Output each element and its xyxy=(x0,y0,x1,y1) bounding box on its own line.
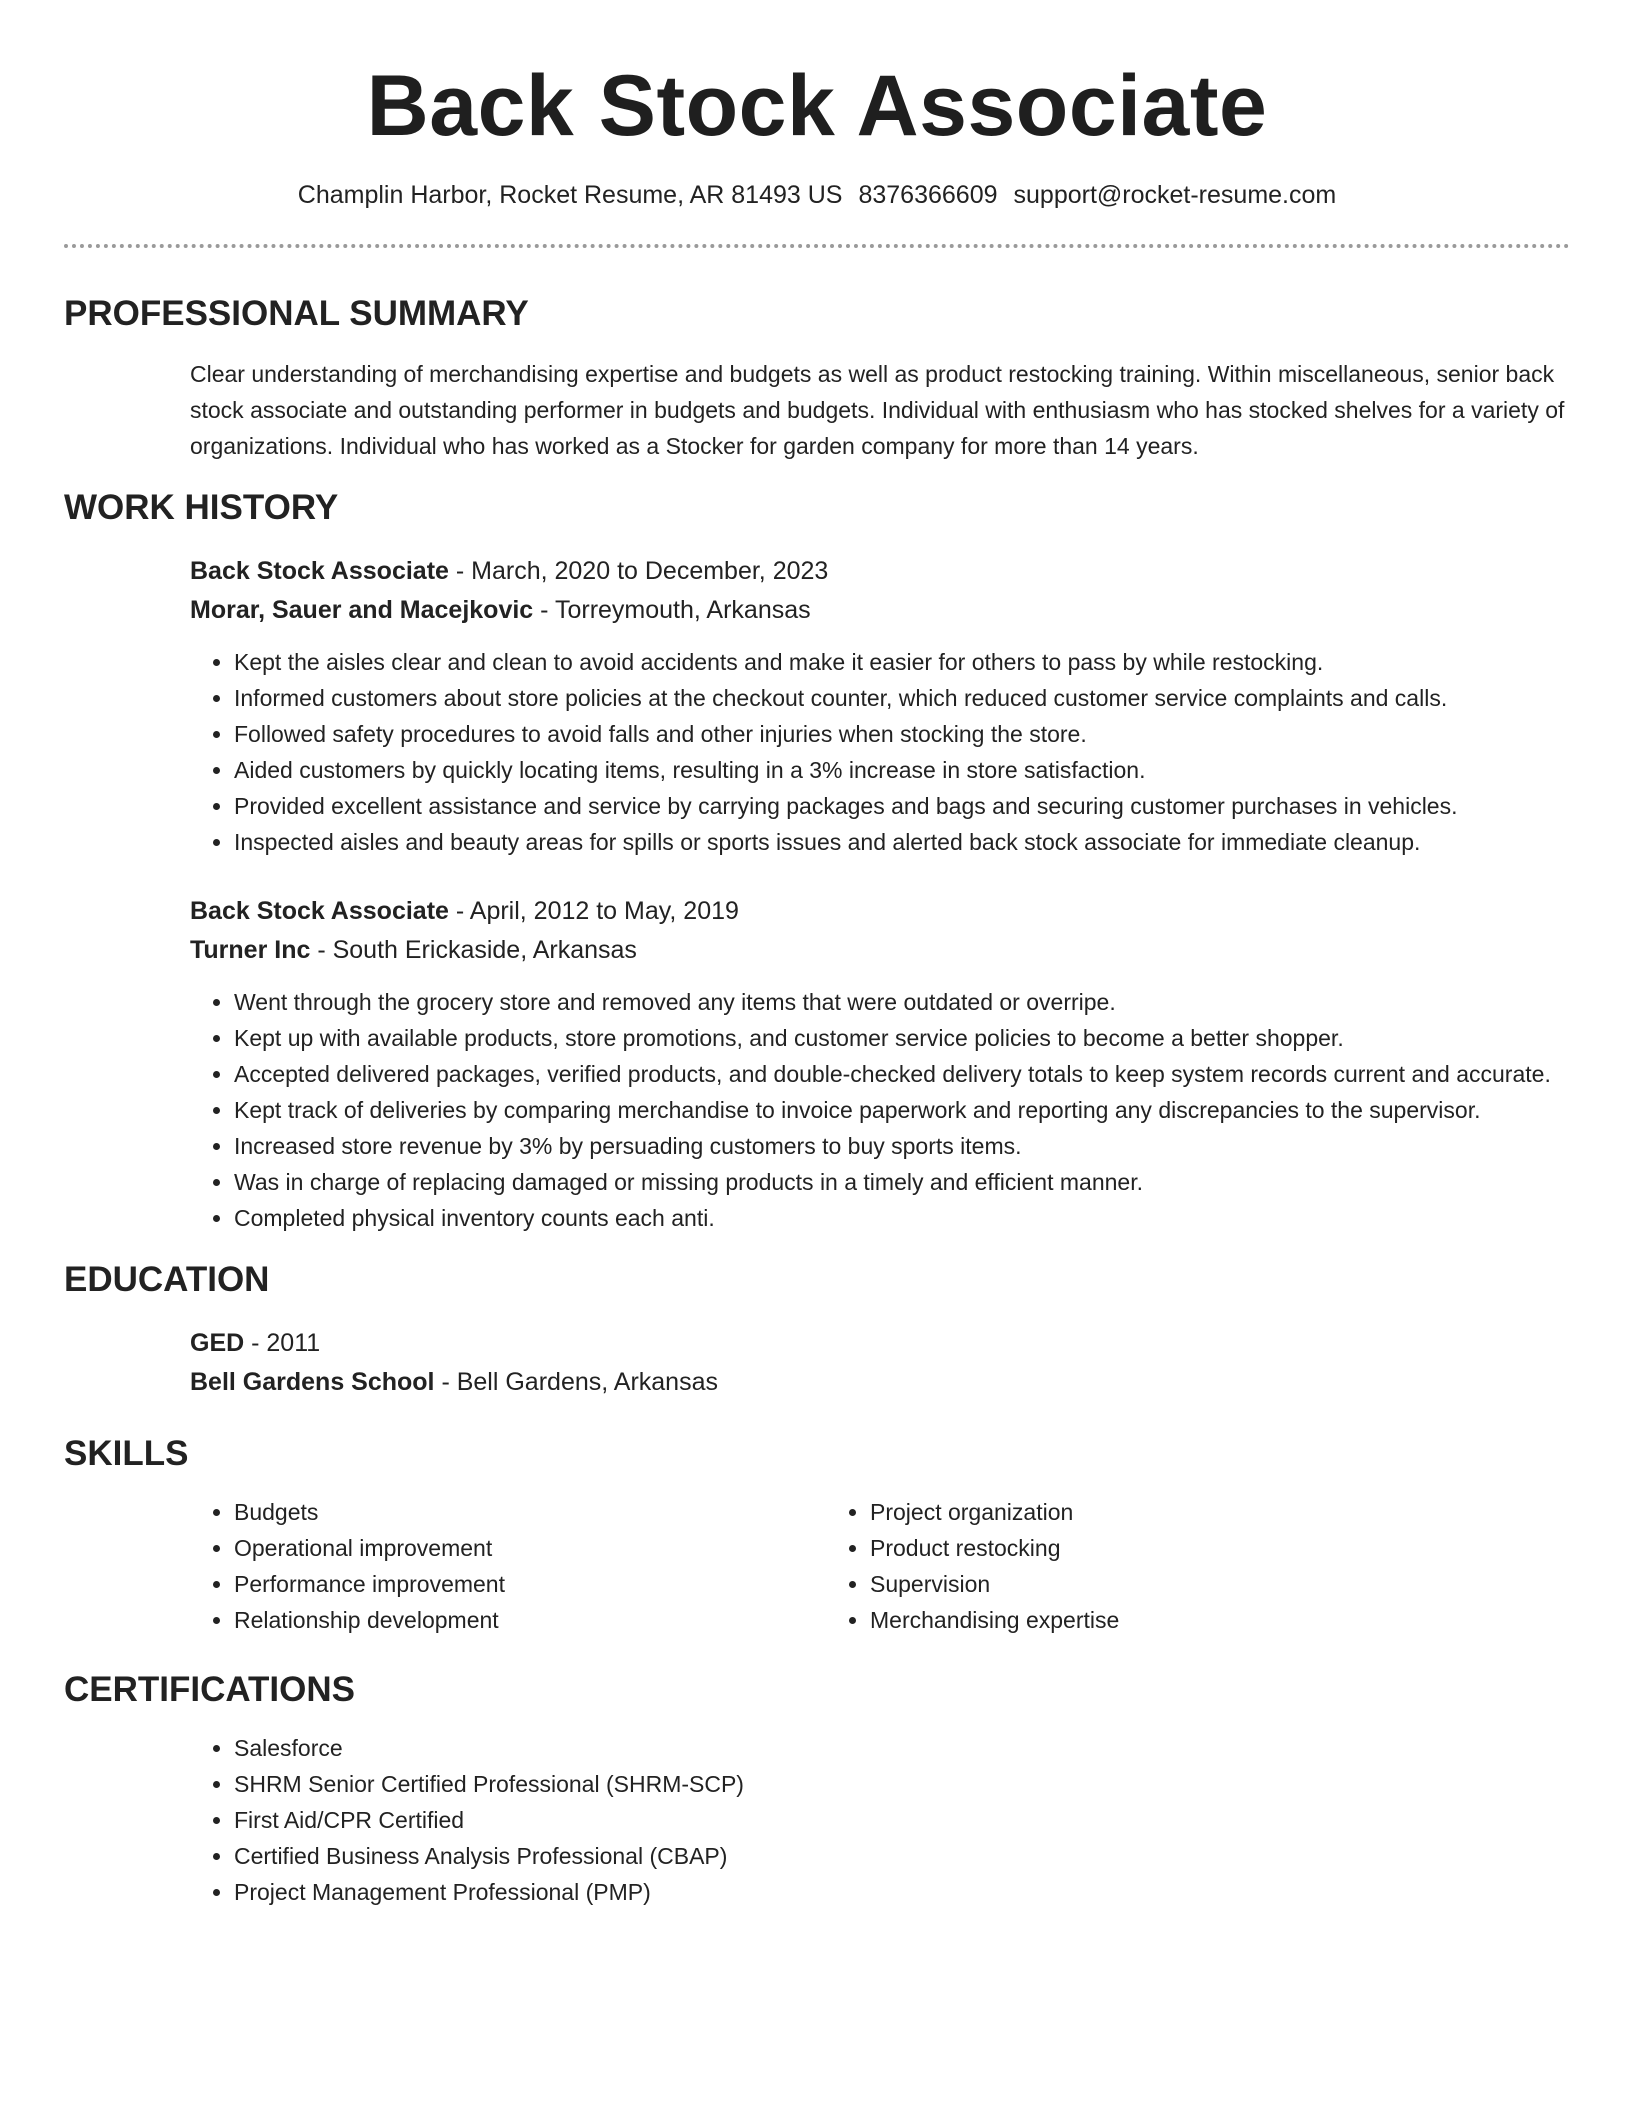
job-duty: • Increased store revenue by 3% by persuading customers to buy sports items. xyxy=(234,1128,1570,1164)
candidate-name: Back Stock Associate xyxy=(366,58,1268,154)
job-duty: • Followed safety procedures to avoid falls and other injuries when stocking the store. xyxy=(234,716,1570,752)
job-duty: • Accepted delivered packages, verified products, and double-checked delivery totals to keep system records current and accurate. xyxy=(234,1056,1570,1092)
skill-item: • Supervision xyxy=(870,1566,1462,1602)
job-duty: • Kept the aisles clear and clean to avoid accidents and make it easier for others to pass by while restocking. xyxy=(234,644,1570,680)
job-duty: • Informed customers about store policies at the checkout counter, which reduced customer service complaints and calls. xyxy=(234,680,1570,716)
education-degree: GED xyxy=(190,1329,245,1357)
job-duties-list xyxy=(190,984,1570,1236)
certifications-list xyxy=(190,1730,1570,1910)
certifications-block xyxy=(190,1730,1570,1910)
contact-email[interactable]: support@rocket-resume.com xyxy=(1013,181,1337,209)
job-duty: • Kept up with available products, store promotions, and customer service policies to become a better shopper. xyxy=(234,1020,1570,1056)
header-divider xyxy=(64,244,1570,248)
skills-heading: SKILLS xyxy=(64,1434,189,1473)
education-year: - 2011 xyxy=(244,1329,321,1357)
work-history-heading: WORK HISTORY xyxy=(64,488,339,527)
education-school-line xyxy=(190,1363,1570,1402)
job-duty: • Inspected aisles and beauty areas for spills or sports issues and alerted back stock associate for immediate cleanup. xyxy=(234,824,1570,860)
skills-list-left xyxy=(190,1494,826,1638)
job-role: Back Stock Associate xyxy=(190,557,449,585)
skill-item: • Operational improvement xyxy=(234,1530,826,1566)
job-duty: • Completed physical inventory counts each anti. xyxy=(234,1200,1570,1236)
job-company-line xyxy=(190,591,1570,630)
skills-grid xyxy=(190,1494,1570,1638)
skills-list-right xyxy=(826,1494,1462,1638)
certification-item: • Salesforce xyxy=(234,1730,1570,1766)
job-entry xyxy=(190,892,1570,1236)
certifications-heading: CERTIFICATIONS xyxy=(64,1670,356,1709)
education-degree-line xyxy=(190,1324,1570,1363)
education-school: Bell Gardens School xyxy=(190,1368,435,1396)
job-entry xyxy=(190,552,1570,860)
skill-item: • Performance improvement xyxy=(234,1566,826,1602)
job-duty: • Was in charge of replacing damaged or missing products in a timely and efficient manner. xyxy=(234,1164,1570,1200)
skill-item: • Product restocking xyxy=(870,1530,1462,1566)
job-duty: • Went through the grocery store and removed any items that were outdated or overripe. xyxy=(234,984,1570,1020)
certification-item: • SHRM Senior Certified Professional (SHRM-SCP) xyxy=(234,1766,1570,1802)
job-location: - South Erickaside, Arkansas xyxy=(310,936,637,964)
skill-item: • Relationship development xyxy=(234,1602,826,1638)
contact-phone: 8376366609 xyxy=(858,181,998,209)
job-title-line xyxy=(190,552,1570,591)
skill-item: • Project organization xyxy=(870,1494,1462,1530)
education-heading: EDUCATION xyxy=(64,1260,270,1299)
job-duty: • Provided excellent assistance and service by carrying packages and bags and securing customer purchases in vehicles. xyxy=(234,788,1570,824)
contact-line xyxy=(64,178,1570,212)
job-dates: - March, 2020 to December, 2023 xyxy=(448,557,829,585)
contact-address: Champlin Harbor, Rocket Resume, AR 81493 US xyxy=(297,181,843,209)
job-role: Back Stock Associate xyxy=(190,897,449,925)
job-location: - Torreymouth, Arkansas xyxy=(533,596,811,624)
certification-item: • Certified Business Analysis Professional (CBAP) xyxy=(234,1838,1570,1874)
job-title-line xyxy=(190,892,1570,931)
summary-heading: PROFESSIONAL SUMMARY xyxy=(64,294,529,333)
job-duty: • Kept track of deliveries by comparing merchandise to invoice paperwork and reporting any discrepancies to the supervisor. xyxy=(234,1092,1570,1128)
certification-item: • First Aid/CPR Certified xyxy=(234,1802,1570,1838)
job-duty: • Aided customers by quickly locating items, resulting in a 3% increase in store satisfaction. xyxy=(234,752,1570,788)
summary-text: Clear understanding of merchandising expertise and budgets as well as product restocking training. Within miscellaneous, senior back stock associate and outstanding performer in budgets and budgets. Individual with enthusiasm who has stocked shelves for a variety of organizations. Individual who has worked as a Stocker for garden company for more than 14 years. xyxy=(190,361,1565,459)
job-company-line xyxy=(190,931,1570,970)
education-location: - Bell Gardens, Arkansas xyxy=(434,1368,718,1396)
job-dates: - April, 2012 to May, 2019 xyxy=(448,897,739,925)
education-entry xyxy=(190,1324,1570,1402)
skill-item: • Budgets xyxy=(234,1494,826,1530)
resume-page xyxy=(64,0,1570,1910)
skill-item: • Merchandising expertise xyxy=(870,1602,1462,1638)
job-duties-list xyxy=(190,644,1570,860)
job-company: Morar, Sauer and Macejkovic xyxy=(190,596,534,624)
certification-item: • Project Management Professional (PMP) xyxy=(234,1874,1570,1910)
job-company: Turner Inc xyxy=(190,936,311,964)
